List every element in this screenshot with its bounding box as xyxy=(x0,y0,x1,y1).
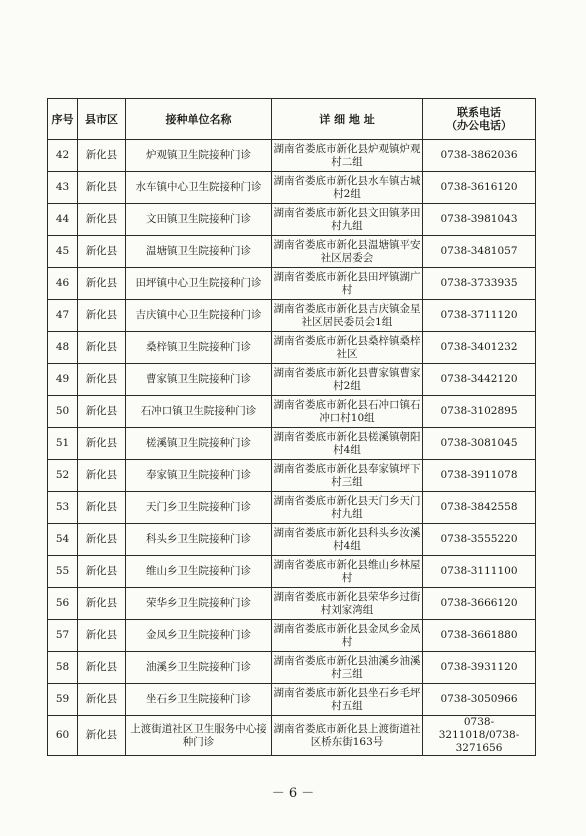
header-address: 详 细 地 址 xyxy=(272,99,423,140)
cell-phone: 0738-3442120 xyxy=(423,364,536,396)
cell-county: 新化县 xyxy=(78,492,126,524)
cell-county: 新化县 xyxy=(78,460,126,492)
cell-phone: 0738-3102895 xyxy=(423,396,536,428)
cell-county: 新化县 xyxy=(78,268,126,300)
cell-no: 43 xyxy=(48,172,78,204)
cell-no: 60 xyxy=(48,716,78,756)
cell-phone: 0738-3081045 xyxy=(423,428,536,460)
cell-no: 46 xyxy=(48,268,78,300)
cell-unit: 槎溪镇卫生院接种门诊 xyxy=(126,428,272,460)
table-row xyxy=(48,588,536,620)
cell-phone: 0738-3050966 xyxy=(423,684,536,716)
cell-phone: 0738-3981043 xyxy=(423,204,536,236)
cell-address: 湖南省娄底市新化县油溪乡油溪村三组 xyxy=(272,652,423,684)
cell-county: 新化县 xyxy=(78,524,126,556)
cell-address: 湖南省娄底市新化县科头乡汝溪村4组 xyxy=(272,524,423,556)
cell-unit: 金凤乡卫生院接种门诊 xyxy=(126,620,272,652)
header-phone-line1: 联系电话 xyxy=(457,106,501,119)
cell-address: 湖南省娄底市新化县槎溪镇朝阳村4组 xyxy=(272,428,423,460)
header-phone-line2: （办公电话） xyxy=(446,119,512,132)
cell-unit: 奉家镇卫生院接种门诊 xyxy=(126,460,272,492)
cell-unit: 油溪乡卫生院接种门诊 xyxy=(126,652,272,684)
cell-county: 新化县 xyxy=(78,332,126,364)
cell-address: 湖南省娄底市新化县金凤乡金凤村 xyxy=(272,620,423,652)
cell-unit: 田坪镇中心卫生院接种门诊 xyxy=(126,268,272,300)
table-row xyxy=(48,460,536,492)
cell-no: 42 xyxy=(48,140,78,172)
cell-county: 新化县 xyxy=(78,556,126,588)
cell-address: 湖南省娄底市新化县上渡街道社区桥东街163号 xyxy=(272,716,423,756)
cell-unit: 水车镇中心卫生院接种门诊 xyxy=(126,172,272,204)
table-row xyxy=(48,524,536,556)
cell-county: 新化县 xyxy=(78,140,126,172)
cell-no: 55 xyxy=(48,556,78,588)
cell-no: 50 xyxy=(48,396,78,428)
cell-phone: 0738-3616120 xyxy=(423,172,536,204)
cell-address: 湖南省娄底市新化县炉观镇炉观村二组 xyxy=(272,140,423,172)
cell-no: 54 xyxy=(48,524,78,556)
table-row xyxy=(48,492,536,524)
cell-no: 58 xyxy=(48,652,78,684)
cell-address: 湖南省娄底市新化县桑梓镇桑梓社区 xyxy=(272,332,423,364)
cell-address: 湖南省娄底市新化县曹家镇曹家村2组 xyxy=(272,364,423,396)
cell-phone: 0738-3733935 xyxy=(423,268,536,300)
cell-unit: 维山乡卫生院接种门诊 xyxy=(126,556,272,588)
cell-phone: 0738-3555220 xyxy=(423,524,536,556)
cell-no: 59 xyxy=(48,684,78,716)
cell-address: 湖南省娄底市新化县吉庆镇金星社区居民委员会1组 xyxy=(272,300,423,332)
page-number: － 6 － xyxy=(271,786,315,801)
cell-no: 47 xyxy=(48,300,78,332)
cell-unit: 科头乡卫生院接种门诊 xyxy=(126,524,272,556)
table-row xyxy=(48,556,536,588)
cell-county: 新化县 xyxy=(78,300,126,332)
cell-unit: 温塘镇卫生院接种门诊 xyxy=(126,236,272,268)
cell-phone: 0738-3842558 xyxy=(423,492,536,524)
cell-address: 湖南省娄底市新化县天门乡天门村九组 xyxy=(272,492,423,524)
cell-county: 新化县 xyxy=(78,652,126,684)
cell-county: 新化县 xyxy=(78,204,126,236)
cell-phone: 0738-3401232 xyxy=(423,332,536,364)
header-county: 县市区 xyxy=(78,99,126,140)
cell-unit: 石冲口镇卫生院接种门诊 xyxy=(126,396,272,428)
header-unit: 接种单位名称 xyxy=(126,99,272,140)
cell-phone: 0738-3711120 xyxy=(423,300,536,332)
cell-county: 新化县 xyxy=(78,684,126,716)
cell-county: 新化县 xyxy=(78,396,126,428)
cell-unit: 曹家镇卫生院接种门诊 xyxy=(126,364,272,396)
cell-county: 新化县 xyxy=(78,236,126,268)
cell-unit: 荣华乡卫生院接种门诊 xyxy=(126,588,272,620)
cell-address: 湖南省娄底市新化县文田镇茅田村九组 xyxy=(272,204,423,236)
cell-no: 44 xyxy=(48,204,78,236)
table-row xyxy=(48,268,536,300)
cell-county: 新化县 xyxy=(78,364,126,396)
cell-address: 湖南省娄底市新化县坐石乡毛坪村五组 xyxy=(272,684,423,716)
cell-county: 新化县 xyxy=(78,588,126,620)
cell-address: 湖南省娄底市新化县石冲口镇石冲口村10组 xyxy=(272,396,423,428)
table-row xyxy=(48,236,536,268)
cell-county: 新化县 xyxy=(78,172,126,204)
cell-county: 新化县 xyxy=(78,428,126,460)
cell-unit: 文田镇卫生院接种门诊 xyxy=(126,204,272,236)
cell-no: 52 xyxy=(48,460,78,492)
cell-phone: 0738-3931120 xyxy=(423,652,536,684)
cell-phone: 0738-3661880 xyxy=(423,620,536,652)
cell-phone: 0738-3862036 xyxy=(423,140,536,172)
cell-unit: 吉庆镇中心卫生院接种门诊 xyxy=(126,300,272,332)
cell-phone: 0738-3911078 xyxy=(423,460,536,492)
cell-unit: 天门乡卫生院接种门诊 xyxy=(126,492,272,524)
cell-phone: 0738-3111100 xyxy=(423,556,536,588)
header-phone xyxy=(423,99,536,140)
cell-phone: 0738-3211018/0738-3271656 xyxy=(423,716,536,756)
cell-county: 新化县 xyxy=(78,716,126,756)
table-row xyxy=(48,396,536,428)
table-row xyxy=(48,332,536,364)
cell-no: 56 xyxy=(48,588,78,620)
cell-no: 49 xyxy=(48,364,78,396)
table-row xyxy=(48,652,536,684)
table-row xyxy=(48,428,536,460)
cell-no: 51 xyxy=(48,428,78,460)
cell-unit: 桑梓镇卫生院接种门诊 xyxy=(126,332,272,364)
cell-phone: 0738-3666120 xyxy=(423,588,536,620)
table-row xyxy=(48,140,536,172)
cell-address: 湖南省娄底市新化县水车镇古城村2组 xyxy=(272,172,423,204)
cell-address: 湖南省娄底市新化县荣华乡过街村刘家湾组 xyxy=(272,588,423,620)
table-row xyxy=(48,620,536,652)
table-row xyxy=(48,716,536,756)
cell-no: 45 xyxy=(48,236,78,268)
vaccination-sites-table xyxy=(47,98,536,756)
table-row xyxy=(48,684,536,716)
cell-no: 57 xyxy=(48,620,78,652)
cell-address: 湖南省娄底市新化县维山乡林屋村 xyxy=(272,556,423,588)
cell-no: 53 xyxy=(48,492,78,524)
cell-unit: 坐石乡卫生院接种门诊 xyxy=(126,684,272,716)
cell-no: 48 xyxy=(48,332,78,364)
cell-county: 新化县 xyxy=(78,620,126,652)
cell-address: 湖南省娄底市新化县田坪镇湖广村 xyxy=(272,268,423,300)
cell-unit: 上渡街道社区卫生服务中心接种门诊 xyxy=(126,716,272,756)
table-row xyxy=(48,300,536,332)
table-row xyxy=(48,204,536,236)
cell-address: 湖南省娄底市新化县奉家镇坪下村三组 xyxy=(272,460,423,492)
cell-address: 湖南省娄底市新化县温塘镇平安社区居委会 xyxy=(272,236,423,268)
cell-phone: 0738-3481057 xyxy=(423,236,536,268)
table-row xyxy=(48,364,536,396)
table-header-row xyxy=(48,99,536,140)
cell-unit: 炉观镇卫生院接种门诊 xyxy=(126,140,272,172)
header-no: 序号 xyxy=(48,99,78,140)
table-row xyxy=(48,172,536,204)
